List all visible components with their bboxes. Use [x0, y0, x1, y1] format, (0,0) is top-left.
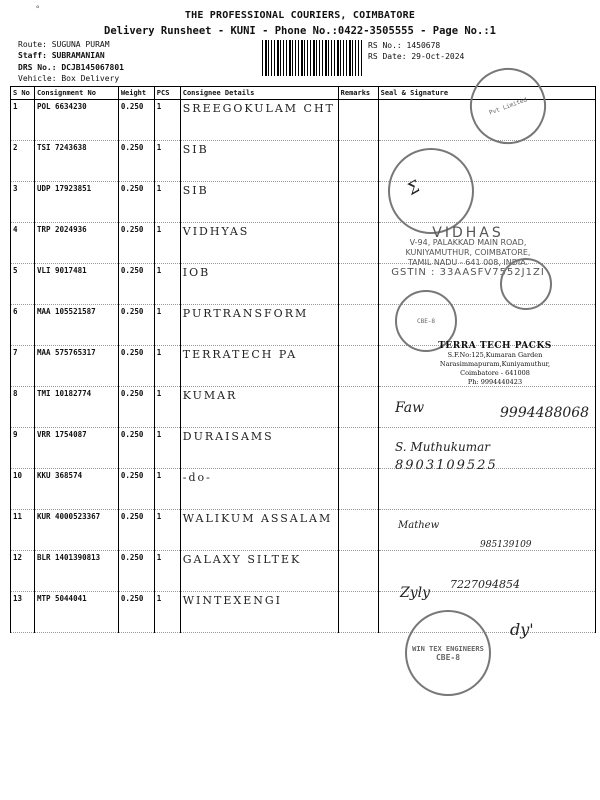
cell-pcs: 1 [154, 592, 180, 633]
cell-weight: 0.250 [118, 469, 154, 510]
signature-row8: Faw [395, 400, 425, 416]
document-subtitle: Delivery Runsheet - KUNI - Phone No.:0422-3505555 - Page No.:1 [104, 25, 496, 37]
table-row [11, 182, 596, 223]
cell-seal [378, 469, 595, 510]
terra-tech-stamp: TERRA TECH PACKS S.F.No:125,Kumaran Garden Narasimmapuram,Kuniyamuthur, Coimbatore - 641008 Ph: 9994440423 [438, 341, 552, 386]
cell-consignment-no: BLR 1401390813 [34, 551, 118, 592]
cell-sno: 11 [11, 510, 35, 551]
cell-consignee: DURAISAMS [180, 428, 338, 469]
cell-consignee: SIB [180, 141, 338, 182]
cell-weight: 0.250 [118, 592, 154, 633]
staff-info: Staff: SUBRAMANIAN [18, 51, 105, 60]
cell-remarks [338, 100, 378, 141]
cell-consignee: PURTRANSFORM [180, 305, 338, 346]
cell-consignee: VIDHYAS [180, 223, 338, 264]
cell-weight: 0.250 [118, 100, 154, 141]
cbe-seal-stamp: CBE-8 [395, 290, 457, 352]
cell-pcs: 1 [154, 551, 180, 592]
cell-pcs: 1 [154, 469, 180, 510]
signature-row3: Ʃ [404, 176, 424, 199]
cell-remarks [338, 182, 378, 223]
table-row [11, 305, 596, 346]
cell-consignment-no: VLI 9017481 [34, 264, 118, 305]
phone-row12: 7227094854 [450, 578, 520, 591]
cell-remarks [338, 346, 378, 387]
cell-sno: 5 [11, 264, 35, 305]
vehicle-info: Vehicle: Box Delivery [18, 74, 120, 83]
table-row [11, 428, 596, 469]
round-seal-stamp [388, 148, 474, 234]
cell-consignment-no: TMI 10182774 [34, 387, 118, 428]
cell-remarks [338, 551, 378, 592]
cell-weight: 0.250 [118, 428, 154, 469]
cell-sno: 13 [11, 592, 35, 633]
cell-consignment-no: POL 6634230 [34, 100, 118, 141]
cell-weight: 0.250 [118, 141, 154, 182]
barcode [262, 40, 362, 76]
cell-sno: 4 [11, 223, 35, 264]
phone-row11: 985139109 [480, 540, 532, 550]
col-remarks: Remarks [338, 87, 378, 100]
cell-consignment-no: KKU 368574 [34, 469, 118, 510]
small-seal-stamp [500, 258, 552, 310]
phone-row9: 8903109525 [395, 458, 498, 473]
cell-consignee: -do- [180, 469, 338, 510]
col-weight: Weight [118, 87, 154, 100]
cell-consignee: WINTEXENGI [180, 592, 338, 633]
col-consignment: Consignment No [34, 87, 118, 100]
cell-pcs: 1 [154, 141, 180, 182]
col-seal: Seal & Signature [378, 87, 595, 100]
col-consignee: Consignee Details [180, 87, 338, 100]
cell-consignment-no: VRR 1754087 [34, 428, 118, 469]
route-info: Route: SUGUNA PURAM [18, 40, 110, 49]
cell-remarks [338, 305, 378, 346]
cell-weight: 0.250 [118, 551, 154, 592]
corner-mark: ° [35, 5, 41, 15]
cell-remarks [338, 510, 378, 551]
cell-pcs: 1 [154, 182, 180, 223]
col-sno: S No [11, 87, 35, 100]
cell-weight: 0.250 [118, 510, 154, 551]
cell-sno: 6 [11, 305, 35, 346]
cell-remarks [338, 428, 378, 469]
cell-sno: 12 [11, 551, 35, 592]
company-seal-stamp: Pvt Limited [459, 57, 556, 154]
cell-consignment-no: KUR 4000523367 [34, 510, 118, 551]
cell-consignee: TERRATECH PA [180, 346, 338, 387]
cell-consignment-no: MAA 575765317 [34, 346, 118, 387]
drs-number: DRS No.: DCJB145067801 [18, 63, 124, 72]
col-pcs: PCS [154, 87, 180, 100]
rs-number: RS No.: 1450678 [368, 41, 441, 50]
cell-sno: 3 [11, 182, 35, 223]
cell-remarks [338, 592, 378, 633]
cell-pcs: 1 [154, 100, 180, 141]
cell-sno: 2 [11, 141, 35, 182]
cell-sno: 7 [11, 346, 35, 387]
cell-weight: 0.250 [118, 264, 154, 305]
cell-consignee: IOB [180, 264, 338, 305]
cell-consignment-no: TSI 7243638 [34, 141, 118, 182]
cell-consignment-no: MAA 105521587 [34, 305, 118, 346]
cell-remarks [338, 141, 378, 182]
cell-remarks [338, 387, 378, 428]
cell-consignment-no: TRP 2024936 [34, 223, 118, 264]
cell-remarks [338, 469, 378, 510]
cell-sno: 8 [11, 387, 35, 428]
cell-weight: 0.250 [118, 223, 154, 264]
cell-pcs: 1 [154, 223, 180, 264]
vidhas-stamp: VIDHAS V-94, PALAKKAD MAIN ROAD, KUNIYAMUTHUR, COIMBATORE, TAMIL NADU - 641 008, INDIA. GSTIN : 33AASFV7552J1ZI [391, 225, 545, 278]
signature-row12: Zyly [400, 585, 431, 601]
cell-weight: 0.250 [118, 182, 154, 223]
cell-consignment-no: UDP 17923851 [34, 182, 118, 223]
table-row [11, 592, 596, 633]
cell-consignee: WALIKUM ASSALAM [180, 510, 338, 551]
table-row [11, 141, 596, 182]
name-row9: S. Muthukumar [395, 440, 490, 454]
cell-pcs: 1 [154, 264, 180, 305]
table-row [11, 469, 596, 510]
cell-sno: 10 [11, 469, 35, 510]
cell-weight: 0.250 [118, 387, 154, 428]
cell-consignee: KUMAR [180, 387, 338, 428]
cell-weight: 0.250 [118, 346, 154, 387]
rs-date: RS Date: 29-Oct-2024 [368, 52, 465, 61]
cell-pcs: 1 [154, 346, 180, 387]
phone-row8: 9994488068 [500, 405, 590, 421]
cell-sno: 1 [11, 100, 35, 141]
cell-consignee: SREEGOKULAM CHT [180, 100, 338, 141]
cell-pcs: 1 [154, 510, 180, 551]
wintex-seal-stamp: WIN TEX ENGINEERS CBE-8 [405, 610, 491, 696]
cell-consignee: GALAXY SILTEK [180, 551, 338, 592]
cell-weight: 0.250 [118, 305, 154, 346]
cell-sno: 9 [11, 428, 35, 469]
cell-pcs: 1 [154, 387, 180, 428]
cell-consignee: SIB [180, 182, 338, 223]
cell-pcs: 1 [154, 305, 180, 346]
signature-row13: dy' [510, 620, 534, 639]
document-title: THE PROFESSIONAL COURIERS, COIMBATORE [184, 10, 416, 21]
cell-consignment-no: MTP 5044041 [34, 592, 118, 633]
signature-row11: Mathew [398, 520, 440, 531]
cell-pcs: 1 [154, 428, 180, 469]
